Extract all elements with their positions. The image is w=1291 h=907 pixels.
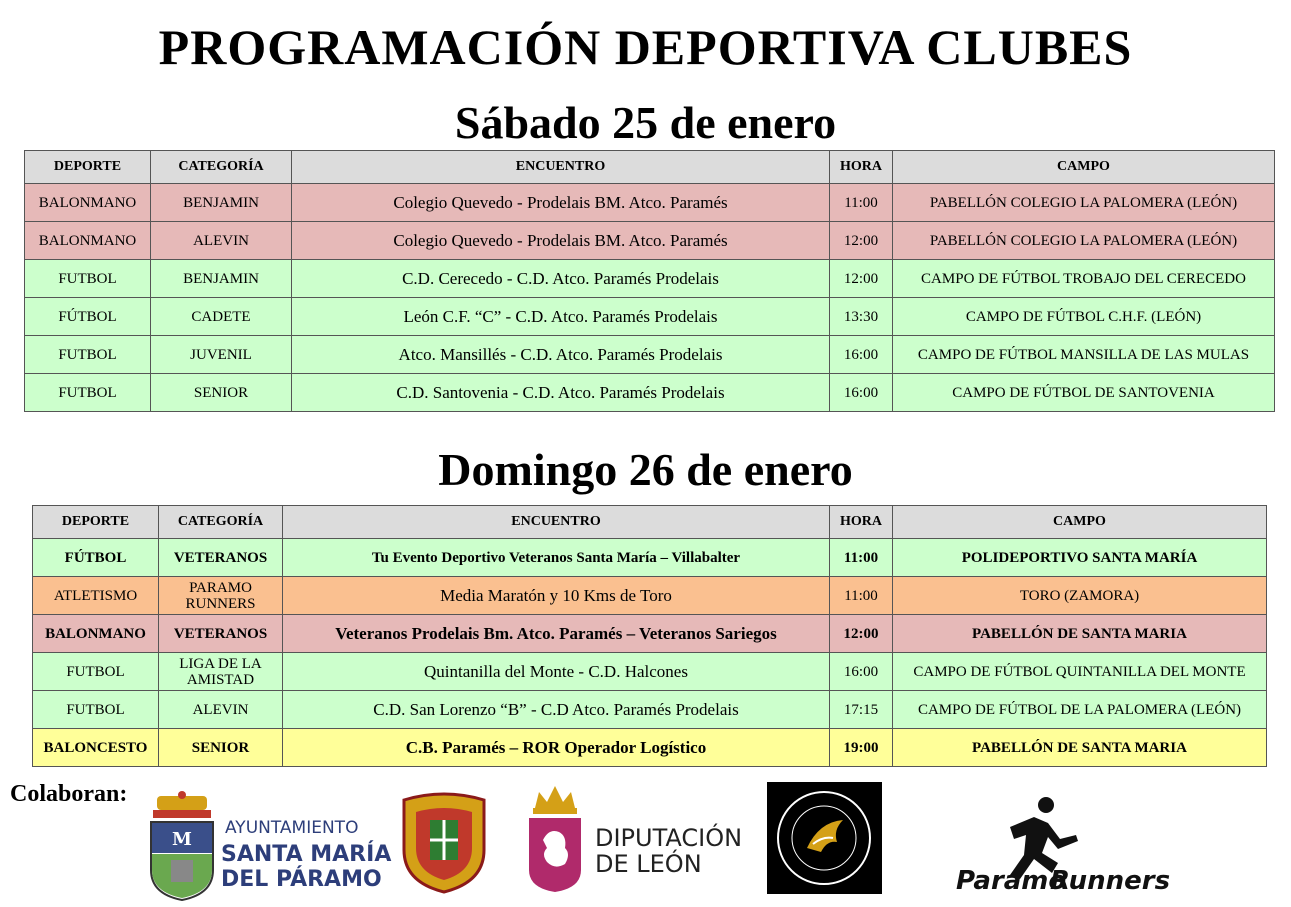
cell-categoria: ALEVIN [151,222,292,260]
table-row [25,298,1275,336]
header-hora: HORA [830,506,893,539]
cell-categoria: PARAMO RUNNERS [159,577,283,615]
cell-hora: 11:00 [830,577,893,615]
cd-halcones-logo [767,782,882,894]
saturday-schedule-table [24,150,1275,412]
cell-categoria: SENIOR [151,374,292,412]
cell-categoria: ALEVIN [159,691,283,729]
cell-hora: 19:00 [830,729,893,767]
table-row [33,653,1267,691]
header-deporte: DEPORTE [33,506,159,539]
table-row [33,615,1267,653]
cell-encuentro: C.B. Paramés – ROR Operador Logístico [283,729,830,767]
table-row [33,577,1267,615]
ayuntamiento-line3: DEL PÁRAMO [221,867,382,892]
club-atletico-parames-logo [400,790,488,894]
cell-campo: CAMPO DE FÚTBOL TROBAJO DEL CERECEDO [893,260,1275,298]
header-hora: HORA [830,151,893,184]
paramo-runners-logo [950,795,1171,896]
cell-hora: 17:15 [830,691,893,729]
cell-encuentro: Veteranos Prodelais Bm. Atco. Paramés – Veteranos Sariegos [283,615,830,653]
cell-hora: 16:00 [830,374,893,412]
cell-encuentro: Quintanilla del Monte - C.D. Halcones [283,653,830,691]
cell-deporte: FUTBOL [25,374,151,412]
table-row [33,691,1267,729]
cell-deporte: FÚTBOL [33,539,159,577]
cell-deporte: FUTBOL [25,336,151,374]
cell-hora: 12:00 [830,260,893,298]
saturday-title: Sábado 25 de enero [454,97,837,148]
cell-deporte: BALONMANO [33,615,159,653]
cell-deporte: FUTBOL [25,260,151,298]
cell-campo: PABELLÓN COLEGIO LA PALOMERA (LEÓN) [893,184,1275,222]
diputacion-crown-lion-icon [525,780,585,895]
svg-text:Runners: Runners [1050,866,1171,896]
ayuntamiento-line2: SANTA MARÍA [221,842,392,867]
cell-encuentro: Media Maratón y 10 Kms de Toro [283,577,830,615]
cell-campo: PABELLÓN COLEGIO LA PALOMERA (LEÓN) [893,222,1275,260]
cell-hora: 16:00 [830,336,893,374]
cell-campo: PABELLÓN DE SANTA MARIA [893,615,1267,653]
cell-encuentro: C.D. San Lorenzo “B” - C.D Atco. Paramés Prodelais [283,691,830,729]
cell-deporte: ATLETISMO [33,577,159,615]
cell-encuentro: Colegio Quevedo - Prodelais BM. Atco. Paramés [292,184,830,222]
cell-deporte: BALONMANO [25,184,151,222]
page-title: PROGRAMACIÓN DEPORTIVA CLUBES [158,19,1133,75]
cell-campo: CAMPO DE FÚTBOL QUINTANILLA DEL MONTE [893,653,1267,691]
cell-categoria: BENJAMIN [151,184,292,222]
table-row [25,260,1275,298]
cell-categoria: JUVENIL [151,336,292,374]
ayuntamiento-shield-icon [145,790,220,902]
header-encuentro: ENCUENTRO [292,151,830,184]
cell-hora: 12:00 [830,615,893,653]
cell-hora: 11:00 [830,184,893,222]
cell-campo: CAMPO DE FÚTBOL DE SANTOVENIA [893,374,1275,412]
diputacion-line2: DE LEÓN [595,850,702,878]
colaboran-label: Colaboran: [10,781,128,807]
cell-deporte: FUTBOL [33,653,159,691]
header-categoria: CATEGORÍA [151,151,292,184]
cell-deporte: BALONMANO [25,222,151,260]
cell-hora: 16:00 [830,653,893,691]
table-row [25,184,1275,222]
cell-hora: 12:00 [830,222,893,260]
table-row [33,729,1267,767]
cell-hora: 11:00 [830,539,893,577]
sunday-schedule-table [32,505,1267,767]
table-header-row [25,151,1275,184]
cell-categoria: VETERANOS [159,615,283,653]
cell-encuentro: Atco. Mansillés - C.D. Atco. Paramés Prodelais [292,336,830,374]
halcones-badge-icon [767,782,882,894]
cell-encuentro: C.D. Santovenia - C.D. Atco. Paramés Prodelais [292,374,830,412]
cell-categoria: LIGA DE LA AMISTAD [159,653,283,691]
header-campo: CAMPO [893,151,1275,184]
club-shield-icon [400,790,488,894]
cell-deporte: BALONCESTO [33,729,159,767]
table-row [25,222,1275,260]
cell-hora: 13:30 [830,298,893,336]
cell-encuentro: Colegio Quevedo - Prodelais BM. Atco. Paramés [292,222,830,260]
table-row [25,336,1275,374]
cell-categoria: VETERANOS [159,539,283,577]
cell-campo: TORO (ZAMORA) [893,577,1267,615]
cell-campo: CAMPO DE FÚTBOL DE LA PALOMERA (LEÓN) [893,691,1267,729]
header-campo: CAMPO [893,506,1267,539]
header-encuentro: ENCUENTRO [283,506,830,539]
svg-text:M: M [172,829,192,850]
table-header-row [33,506,1267,539]
svg-text:Paramo: Paramo [956,866,1067,896]
cell-categoria: SENIOR [159,729,283,767]
cell-categoria: CADETE [151,298,292,336]
header-categoria: CATEGORÍA [159,506,283,539]
sunday-title: Domingo 26 de enero [438,444,853,495]
ayuntamiento-logo [145,790,392,902]
table-row [25,374,1275,412]
cell-deporte: FÚTBOL [25,298,151,336]
cell-campo: POLIDEPORTIVO SANTA MARÍA [893,539,1267,577]
cell-encuentro: C.D. Cerecedo - C.D. Atco. Paramés Prodelais [292,260,830,298]
cell-campo: PABELLÓN DE SANTA MARIA [893,729,1267,767]
diputacion-line1: DIPUTACIÓN [595,824,743,852]
ayuntamiento-line1: AYUNTAMIENTO [225,818,359,838]
diputacion-leon-logo [525,780,745,895]
cell-categoria: BENJAMIN [151,260,292,298]
table-row [33,539,1267,577]
cell-deporte: FUTBOL [33,691,159,729]
cell-campo: CAMPO DE FÚTBOL MANSILLA DE LAS MULAS [893,336,1275,374]
cell-encuentro: Tu Evento Deportivo Veteranos Santa María – Villabalter [283,539,830,577]
cell-encuentro: León C.F. “C” - C.D. Atco. Paramés Prodelais [292,298,830,336]
header-deporte: DEPORTE [25,151,151,184]
cell-campo: CAMPO DE FÚTBOL C.H.F. (LEÓN) [893,298,1275,336]
runner-icon [950,795,1171,896]
